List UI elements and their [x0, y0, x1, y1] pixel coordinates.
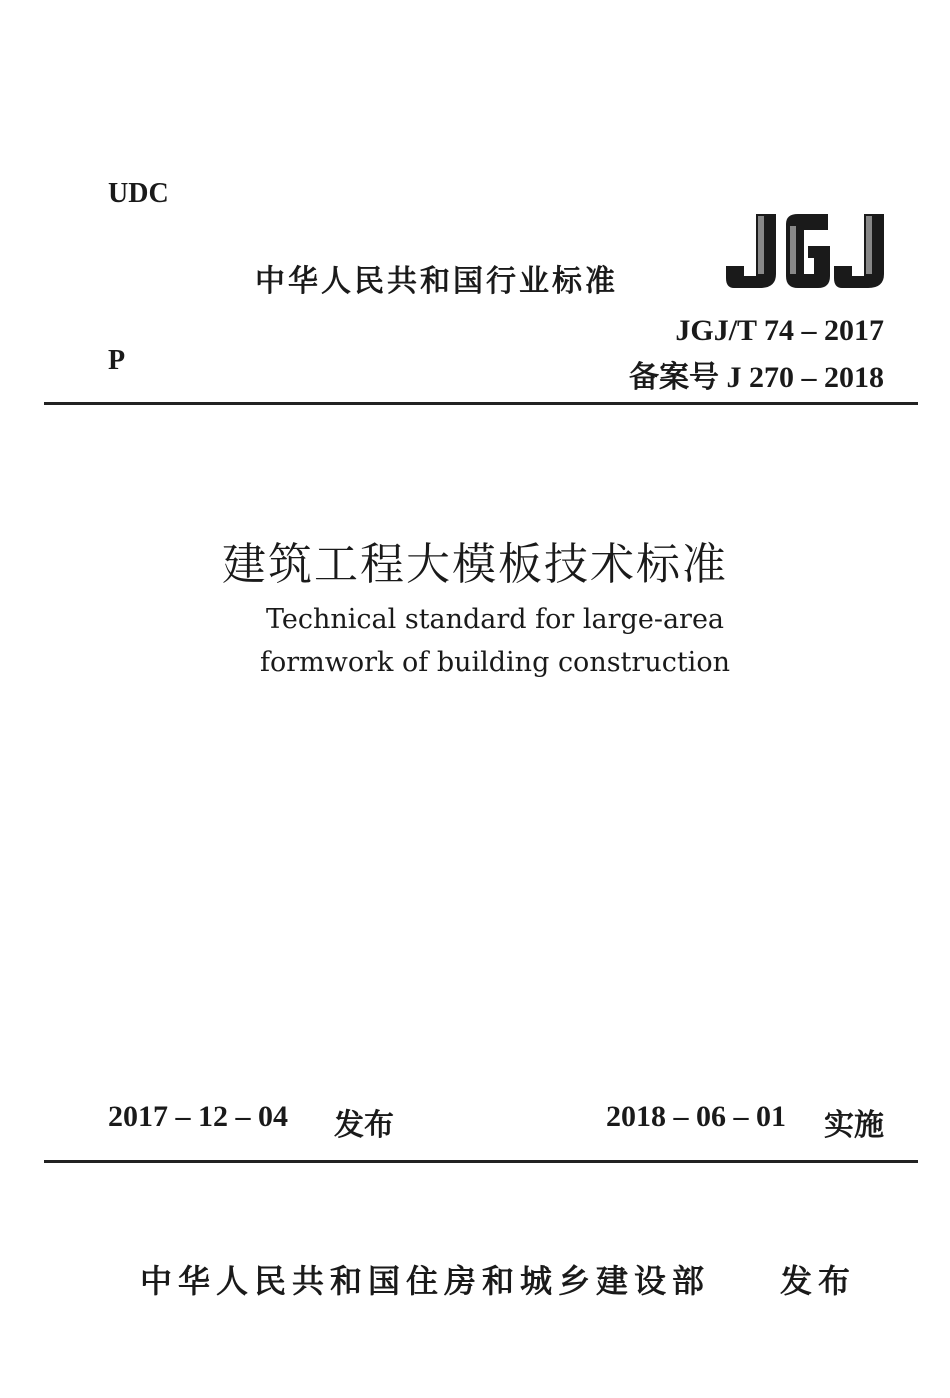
implementation-label: 实施	[824, 1108, 884, 1143]
industry-standard-heading: 中华人民共和国行业标准	[255, 264, 618, 299]
standard-number: JGJ/T 74 – 2017	[675, 314, 884, 347]
implementation-date: 2018 – 06 – 01	[606, 1100, 786, 1133]
classification-code: P	[108, 345, 126, 376]
title-english-line1: Technical standard for large-area	[265, 604, 725, 635]
jgj-logo	[724, 210, 886, 292]
issue-date: 2017 – 12 – 04	[108, 1100, 288, 1133]
top-divider	[44, 402, 918, 405]
udc-label: UDC	[108, 178, 169, 209]
title-chinese: 建筑工程大模板技术标准	[222, 539, 728, 590]
publisher-action: 发布	[780, 1262, 857, 1300]
record-number: 备案号 J 270 – 2018	[629, 361, 884, 394]
publisher-name: 中华人民共和国住房和城乡建设部	[140, 1262, 711, 1300]
title-english-line2: formwork of building construction	[260, 647, 730, 678]
issue-label: 发布	[334, 1108, 394, 1143]
bottom-divider	[44, 1160, 918, 1163]
